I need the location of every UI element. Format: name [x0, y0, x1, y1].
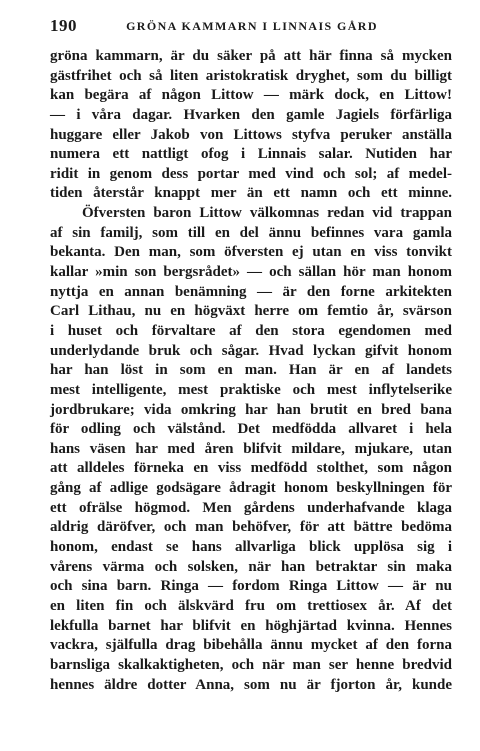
text-line: och sina barn. Ringa — fordom Ringa Littow — är nu: [50, 578, 452, 595]
text-line: underlydande bruk och sågar. Hvad lyckan gifvit honom: [50, 342, 452, 359]
text-line: i huset och förvaltare af den stora egendomen med: [50, 322, 452, 339]
text-line: kallar »min son bergsrådet» — och sällan hör man honom: [50, 264, 452, 281]
text-line: af sin familj, som till en del ännu befinnes vara gamla: [50, 224, 452, 241]
text-line: har han löst in som en man. Han är en af landets: [50, 362, 452, 379]
text-line: barnsliga skalkaktigheten, och när man ser henne bredvid: [50, 656, 452, 673]
text-line: nyttja en annan benämning — är den forne arkitekten: [50, 283, 452, 300]
text-line: Carl Lithau, nu en högväxt herre om femtio år, svärson: [50, 303, 452, 320]
text-line: jordbrukare; vida omkring har han brutit en bred bana: [50, 401, 452, 418]
text-line: att alldeles förneka en viss medfödd stolthet, som någon: [50, 460, 452, 477]
text-line: bekanta. Den man, som öfversten ej utan en viss tonvikt: [50, 244, 452, 261]
text-line: gröna kammarn, är du säker på att här finna så mycken: [50, 48, 452, 64]
text-line: numera ett nattligt ofog i Linnais salar. Nutiden har: [50, 146, 452, 163]
text-line: en liten fin och älskvärd fru om trettiosex år. Af det: [50, 597, 452, 614]
page-header: [50, 16, 455, 38]
text-line: aldrig däröfver, och man behöfver, för att bättre bedöma: [50, 519, 452, 536]
page-number: 190: [50, 16, 77, 35]
text-line: honom, endast se hans allvarliga blick upplösa sig i: [50, 539, 452, 556]
text-line: gästfrihet och så liten aristokratisk dryghet, som du billigt: [50, 67, 452, 84]
text-line: vårens värma och solsken, när han betraktar sin maka: [50, 558, 452, 575]
text-line: ridit in genom dess portar med vind och sol; af medel-: [50, 165, 452, 182]
text-line: — i våra dagar. Hvarken den gamle Jagiels förfärliga: [50, 106, 452, 123]
text-line: Öfversten baron Littow välkomnas redan vid trappan: [82, 205, 452, 222]
text-line: hennes äldre dotter Anna, som nu är fjorton år, kunde: [50, 676, 452, 693]
body-text: [50, 47, 452, 695]
text-line: kan begära af någon Littow — märk dock, en Littow!: [50, 87, 452, 104]
text-line: huggare eller Jakob von Littows styfva peruker anställa: [50, 126, 452, 143]
text-line: lekfulla barnet har blifvit en höghjärtad kvinna. Hennes: [50, 617, 452, 634]
text-line: gång af adlige godsägare ådragit honom beskyllningen för: [50, 480, 452, 497]
text-line: mest intelligente, mest praktiske och mest inflytelserike: [50, 381, 452, 398]
text-line: vackra, själfulla drag bibehålla ännu mycket af den forna: [50, 637, 452, 654]
text-line: ett ofrälse högmod. Men gårdens underhafvande klaga: [50, 499, 452, 516]
text-line: hans väsen har med åren blifvit mildare, mjukare, utan: [50, 440, 452, 457]
text-line: för odling och välstånd. Det medfödda allvaret i hela: [50, 421, 452, 438]
running-title: GRÖNA KAMMARN I LINNAIS GÅRD: [126, 19, 378, 33]
text-line: tiden återstår knappt mer än ett namn och ett minne.: [50, 185, 452, 202]
